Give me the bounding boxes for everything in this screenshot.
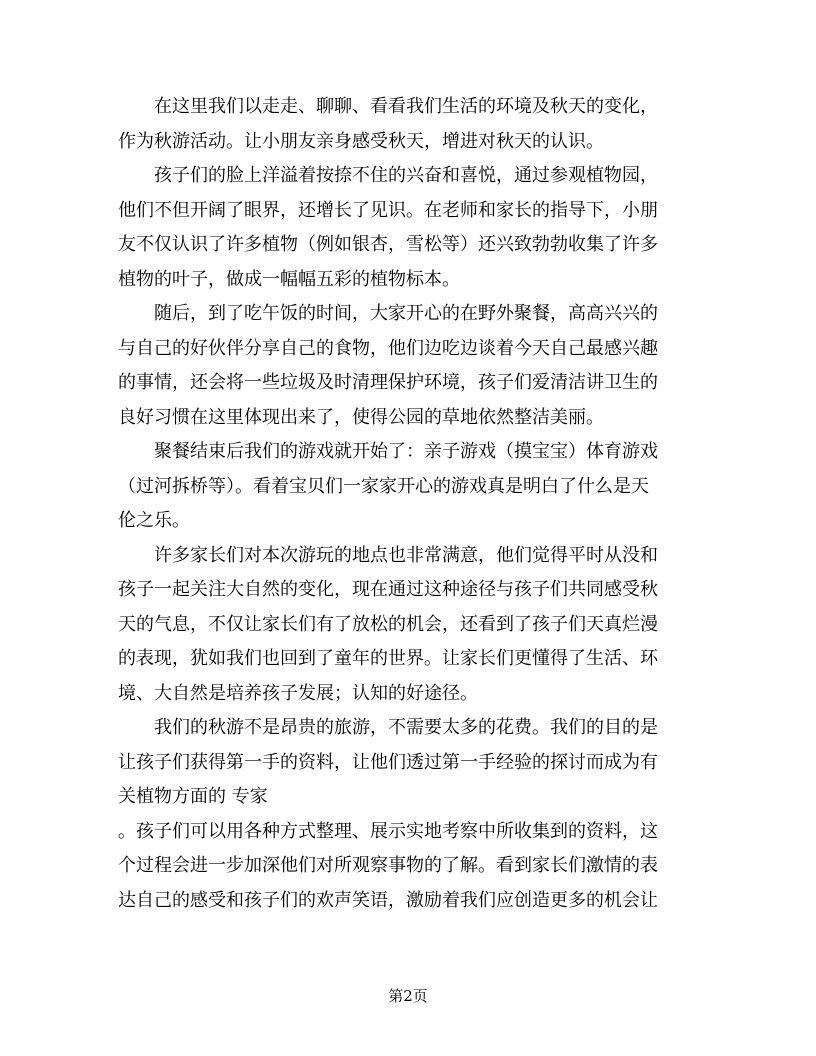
paragraph-2 [118,159,684,297]
paragraph-1 [118,90,684,159]
text-line: 他们不但开阔了眼界，还增长了见识。在老师和家长的指导下，小朋 [118,199,658,221]
text-line: 境、大自然是培养孩子发展；认知的好途径。 [118,682,478,704]
paragraph-5 [118,539,684,712]
text-line: 随后，到了吃午饭的时间，大家开心的在野外聚餐，高高兴兴的 [154,303,658,324]
paragraph-7 [118,815,684,919]
text-line: 聚餐结束后我们的游戏就开始了：亲子游戏（摸宝宝）体育游戏 [154,441,658,462]
text-line: 伦之乐。 [118,510,190,531]
text-line: 孩子一起关注大自然的变化，现在通过这种途径与孩子们共同感受秋 [118,579,658,600]
text-line: 达自己的感受和孩子们的欢声笑语，激励着我们应创造更多的机会让 [118,889,658,911]
text-line: 我们的秋游不是昂贵的旅游，不需要太多的花费。我们的目的是 [154,717,658,738]
text-line: 让孩子们获得第一手的资料，让他们透过第一手经验的探讨而成为有 [118,751,658,773]
text-line: 在这里我们以走走、聊聊、看看我们生活的环境及秋天的变化， [154,96,658,117]
text-line: 植物的叶子，做成一幅幅五彩的植物标本。 [118,268,460,290]
text-line: 良好习惯在这里体现出来了，使得公园的草地依然整洁美丽。 [118,406,604,428]
text-line: 作为秋游活动。让小朋友亲身感受秋天，增进对秋天的认识。 [118,130,604,152]
text-line: 。孩子们可以用各种方式整理、展示实地考察中所收集到的资料，这 [118,820,658,842]
text-line: 的事情，还会将一些垃圾及时清理保护环境，孩子们爱清洁讲卫生的 [118,372,658,393]
text-line: 个过程会进一步加深他们对所观察事物的了解。看到家长们激情的表 [118,855,658,876]
text-line: 孩子们的脸上洋溢着按捺不住的兴奋和喜悦，通过参观植物园， [154,165,658,186]
paragraph-3 [118,297,684,435]
text-line: 关植物方面的 专家 [118,786,268,807]
text-line: 友不仅认识了许多植物（例如银杏，雪松等）还兴致勃勃收集了许多 [118,234,658,255]
paragraph-6 [118,711,684,815]
text-line: （过河拆桥等）。看着宝贝们一家家开心的游戏真是明白了什么是天 [118,475,649,497]
text-line: 许多家长们对本次游玩的地点也非常满意，他们觉得平时从没和 [154,544,658,566]
text-line: 天的气息，不仅让家长们有了放松的机会，还看到了孩子们天真烂漫 [118,613,658,635]
page-number: 第2页 [388,987,428,1005]
document-body [118,90,684,918]
paragraph-4 [118,435,684,539]
text-line: 与自己的好伙伴分享自己的食物，他们边吃边谈着今天自己最感兴趣 [118,337,658,359]
text-line: 的表现，犹如我们也回到了童年的世界。让家长们更懂得了生活、环 [118,648,658,669]
